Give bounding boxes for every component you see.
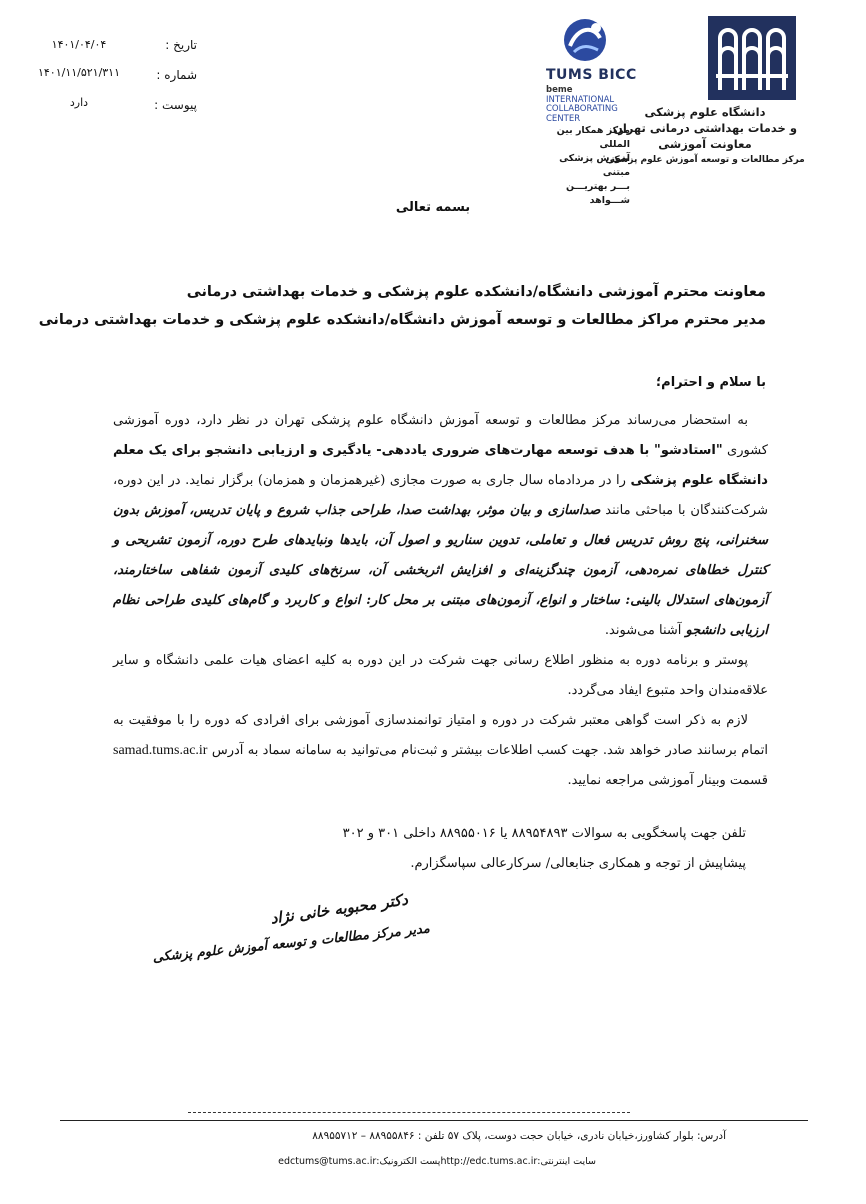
org-deputy: معاونت آموزشی [658,137,752,151]
date-label: تاریخ : [165,38,197,52]
bicc-persian-caption [540,124,630,208]
phone-line: تلفن جهت پاسخگویی به سوالات ۸۸۹۵۴۸۹۳ یا ۸۸۹۵۵۰۱۶ داخلی ۳۰۱ و ۳۰۲ [342,826,746,841]
addressee-1: معاونت محترم آموزشی دانشگاه/دانشکده علوم پزشکی و خدمات بهداشتی درمانی [186,284,766,300]
bicc-fa-line: مرکز همکار بین المللی [556,125,630,150]
basmala: بسمه تعالی [395,200,471,215]
signer-name: دکتر محبوبه خانی نژاد [269,890,409,928]
letter-meta [30,34,205,114]
bicc-line: CENTER [546,113,581,124]
bicc-fa-line: آموزش پزشکی مبتنی [559,153,630,178]
bicc-line: COLLABORATING [546,104,618,114]
org-subname: و خدمات بهداشتی درمانی تهران [613,121,797,135]
letter-body [113,406,768,796]
date-value: ۱۴۰۱/۰۴/۰۴ [51,38,107,51]
bicc-line: INTERNATIONAL [546,94,615,105]
paragraph-1 [113,406,768,646]
footer-address: آدرس: بلوار کشاورز،خیابان نادری، خیابان حجت دوست، پلاک ۵۷ تلفن : ۸۸۹۵۵۸۴۶ – ۸۸۹۵۵۷۱۲ [312,1130,726,1142]
bicc-title: TUMS BICC [546,67,637,83]
paragraph-3 [113,706,768,796]
p1-text: آشنا می‌شوند. [604,623,686,638]
course-topics: صداسازی و بیان موثر، بهداشت صدا، طراحی جذاب شروع و پایان تدریس، آموزش بدون سخنرانی، پنج روش تدریس فعال و تعاملی، تدوین سناریو و اصول آن، بایدها ونبایدهای طرح دوره، آزمون تشریحی و کنترل خطاهای نمره‌دهی، آزمون چندگزینه‌ای و افزایش اثربخشی آن، سرنخ‌های کلیدی آزمون شفاهی ساختارمند، آزمون‌های استدلال بالینی: ساختار و انواع، آزمون‌های مبتنی بر محل کار: انواع و کاربرد و گام‌های کلیدی طراحی نظام ارزیابی دانشجو [113,503,768,638]
addressee-2: مدیر محترم مراکز مطالعات و توسعه آموزش دانشگاه/دانشکده علوم پزشکی و خدمات بهداشتی درمانی [38,312,766,328]
attachment-value: دارد [69,96,89,109]
bicc-subtitle [546,86,618,124]
bicc-logo-icon [560,16,610,64]
bicc-beme: beme [546,85,573,95]
thanks-line: پیشاپیش از توجه و همکاری جنابعالی/ سرکارعالی سپاسگزارم. [410,856,746,871]
footer-divider-dashed [188,1112,630,1113]
bicc-fa-line: بـــر بهتریـــن شـــواهد [565,181,630,206]
org-name: دانشگاه علوم پزشکی [644,105,766,119]
p3-text: قسمت وبینار آموزشی مراجعه نمایید. [567,773,768,788]
registration-url: samad.tums.ac.ir [113,743,208,758]
paragraph-2: پوستر و برنامه دوره به منظور اطلاع رسانی جهت شرکت در این دوره به کلیه اعضای هیات علمی دانشگاه و سایر علاقه‌مندان واحد متبوع ایفاد می‌گردد. [113,653,768,698]
course-title: "استادشو" با هدف توسعه مهارت‌های ضروری یاددهی- یادگیری و ارزیابی دانشجو برای یک معلم دانشگاه علوم پزشکی [113,443,768,488]
org-center: مرکز مطالعات و توسعه آموزش علوم پزشکی [605,155,805,165]
greeting: با سلام و احترام؛ [655,375,766,390]
signature [151,888,431,988]
tums-logo-icon [708,16,796,100]
footer-divider [60,1120,808,1121]
footer-web: سایت اینترنتی:http://edc.tums.ac.irپست الکترونیک:edctums@tums.ac.ir [278,1156,596,1167]
number-label: شماره : [156,68,197,82]
signer-title: مدیر مرکز مطالعات و توسعه آموزش علوم پزشکی [151,921,431,966]
p1-text: را در مردادماه سال جاری به صورت مجازی (غیرهمزمان و همزمان) برگزار نماید. در این دوره، شرکت‌کنندگان با مباحثی مانند [113,473,768,518]
p1-text: به استحضار می‌رساند مرکز مطالعات و توسعه آموزش دانشگاه علوم پزشکی تهران در نظر دارد، دوره آموزشی کشوری [113,413,768,458]
p3-text: لازم به ذکر است گواهی معتبر شرکت در دوره و امتیاز توانمندسازی آموزشی برای افرادی که دوره را با موفقیت به اتمام برسانند صادر خواهد شد. جهت کسب اطلاعات بیشتر و ثبت‌نام می‌توانید به سامانه سماد به آدرس [113,713,768,758]
number-value: ۱۴۰۱/۱۱/۵۲۱/۳۱۱ [37,66,121,79]
attachment-label: پیوست : [154,98,197,112]
